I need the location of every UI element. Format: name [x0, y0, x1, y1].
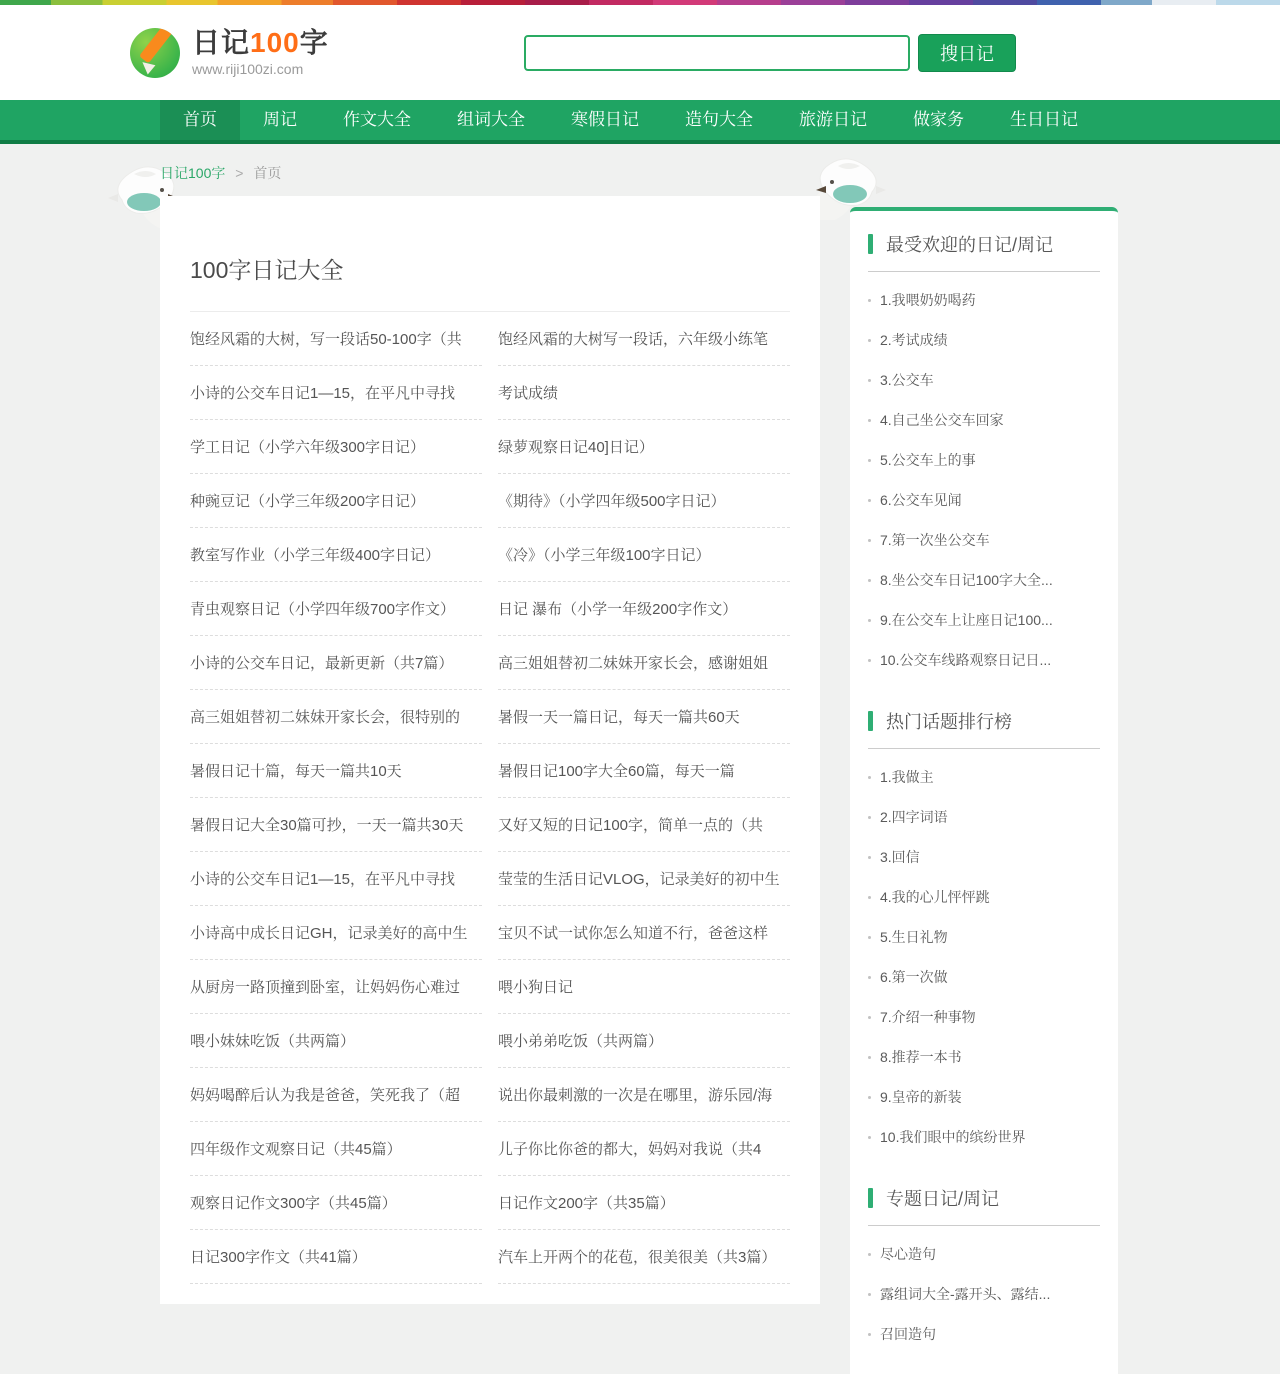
article-link[interactable]: 说出你最刺激的一次是在哪里，游乐园/海: [498, 1068, 790, 1122]
sidebar-section-title: [868, 1179, 1100, 1226]
sidebar-section-title: [868, 225, 1100, 272]
header: [0, 5, 1280, 100]
nav-inner: [160, 100, 1120, 140]
main-nav: [0, 100, 1280, 144]
page-title: 100字日记大全: [190, 232, 790, 312]
article-link[interactable]: 又好又短的日记100字，简单一点的（共: [498, 798, 790, 852]
article-link[interactable]: 妈妈喝醉后认为我是爸爸，笑死我了（超: [190, 1068, 482, 1122]
sidebar-link[interactable]: 6.第一次做: [868, 957, 1100, 997]
site-url: www.riji100zi.com: [192, 61, 304, 77]
article-link[interactable]: 喂小弟弟吃饭（共两篇）: [498, 1014, 790, 1068]
article-link[interactable]: 喂小妹妹吃饭（共两篇）: [190, 1014, 482, 1068]
sidebar-section-title: [868, 702, 1100, 749]
article-grid: [190, 312, 790, 1284]
article-link[interactable]: 高三姐姐替初二妹妹开家长会，很特别的: [190, 690, 482, 744]
article-link[interactable]: 小诗的公交车日记，最新更新（共7篇）: [190, 636, 482, 690]
sidebar-link[interactable]: 10.公交车线路观察日记日...: [868, 640, 1100, 680]
article-list-card: [160, 196, 820, 1304]
article-link[interactable]: 莹莹的生活日记VLOG，记录美好的初中生: [498, 852, 790, 906]
nav-item-5[interactable]: 造句大全: [685, 110, 753, 129]
article-link[interactable]: 观察日记作文300字（共45篇）: [190, 1176, 482, 1230]
nav-item-2[interactable]: 作文大全: [343, 110, 411, 129]
sidebar-list: [868, 1234, 1100, 1354]
article-link[interactable]: 饱经风霜的大树写一段话，六年级小练笔: [498, 312, 790, 366]
sidebar-link[interactable]: 1.我喂奶奶喝药: [868, 280, 1100, 320]
article-link[interactable]: 小诗的公交车日记1—15，在平凡中寻找: [190, 366, 482, 420]
sidebar-link[interactable]: 8.坐公交车日记100字大全...: [868, 560, 1100, 600]
nav-item-3[interactable]: 组词大全: [457, 110, 525, 129]
sidebar-link[interactable]: 10.我们眼中的缤纷世界: [868, 1117, 1100, 1157]
sidebar-section-0: [868, 225, 1100, 680]
article-link[interactable]: 小诗的公交车日记1—15，在平凡中寻找: [190, 852, 482, 906]
pencil-logo-icon: [130, 28, 180, 78]
nav-item-8[interactable]: 生日日记: [1010, 110, 1078, 129]
article-link[interactable]: 日记 瀑布（小学一年级200字作文）: [498, 582, 790, 636]
sidebar-link[interactable]: 4.我的心儿怦怦跳: [868, 877, 1100, 917]
sidebar-section-1: [868, 702, 1100, 1157]
breadcrumb: [160, 144, 1120, 196]
sidebar-link[interactable]: 3.回信: [868, 837, 1100, 877]
search-button[interactable]: 搜日记: [918, 34, 1016, 72]
article-link[interactable]: 学工日记（小学六年级300字日记）: [190, 420, 482, 474]
sidebar: [850, 207, 1118, 1374]
article-link[interactable]: 从厨房一路顶撞到卧室，让妈妈伤心难过: [190, 960, 482, 1014]
sidebar-link[interactable]: 2.考试成绩: [868, 320, 1100, 360]
breadcrumb-separator: >: [235, 165, 244, 181]
sidebar-link[interactable]: 9.皇帝的新装: [868, 1077, 1100, 1117]
article-link[interactable]: 儿子你比你爸的都大，妈妈对我说（共4: [498, 1122, 790, 1176]
article-link[interactable]: 宝贝不试一试你怎么知道不行，爸爸这样: [498, 906, 790, 960]
sidebar-link[interactable]: 7.第一次坐公交车: [868, 520, 1100, 560]
article-link[interactable]: 青虫观察日记（小学四年级700字作文）: [190, 582, 482, 636]
logo-text: [192, 28, 329, 77]
article-link[interactable]: 种豌豆记（小学三年级200字日记）: [190, 474, 482, 528]
sidebar-section-title-text: 热门话题排行榜: [886, 712, 1012, 732]
search-input[interactable]: [524, 35, 910, 71]
article-link[interactable]: 《期待》（小学四年级500字日记）: [498, 474, 790, 528]
nav-item-6[interactable]: 旅游日记: [799, 110, 867, 129]
green-bar-icon: [868, 1188, 873, 1208]
sidebar-link[interactable]: 3.公交车: [868, 360, 1100, 400]
green-bar-icon: [868, 234, 873, 254]
sidebar-link[interactable]: 4.自己坐公交车回家: [868, 400, 1100, 440]
article-link[interactable]: 小诗高中成长日记GH，记录美好的高中生: [190, 906, 482, 960]
nav-item-0[interactable]: 首页: [160, 100, 240, 140]
article-link[interactable]: 暑假日记大全30篇可抄，一天一篇共30天: [190, 798, 482, 852]
article-link[interactable]: 饱经风霜的大树，写一段话50-100字（共: [190, 312, 482, 366]
sidebar-section-2: [868, 1179, 1100, 1354]
sidebar-link[interactable]: 1.我做主: [868, 757, 1100, 797]
article-link[interactable]: 考试成绩: [498, 366, 790, 420]
search-bar: [524, 34, 1016, 72]
sidebar-link[interactable]: 2.四字词语: [868, 797, 1100, 837]
article-link[interactable]: 暑假日记十篇，每天一篇共10天: [190, 744, 482, 798]
article-link[interactable]: 暑假一天一篇日记，每天一篇共60天: [498, 690, 790, 744]
article-link[interactable]: 日记作文200字（共35篇）: [498, 1176, 790, 1230]
breadcrumb-current: 首页: [253, 165, 282, 181]
sidebar-list: [868, 757, 1100, 1157]
sidebar-link[interactable]: 9.在公交车上让座日记100...: [868, 600, 1100, 640]
article-link[interactable]: 绿萝观察日记40]日记）: [498, 420, 790, 474]
content-area: [160, 196, 1120, 1374]
green-bar-icon: [868, 711, 873, 731]
site-logo[interactable]: [130, 28, 329, 78]
sidebar-link[interactable]: 5.生日礼物: [868, 917, 1100, 957]
sidebar-list: [868, 280, 1100, 680]
article-link[interactable]: 高三姐姐替初二妹妹开家长会，感谢姐姐: [498, 636, 790, 690]
sidebar-link[interactable]: 6.公交车见闻: [868, 480, 1100, 520]
sidebar-link[interactable]: 召回造句: [868, 1314, 1100, 1354]
breadcrumb-home-link[interactable]: 日记100字: [160, 165, 226, 181]
article-link[interactable]: 汽车上开两个的花苞，很美很美（共3篇）: [498, 1230, 790, 1284]
sidebar-section-title-text: 专题日记/周记: [886, 1189, 1000, 1209]
article-link[interactable]: 《冷》（小学三年级100字日记）: [498, 528, 790, 582]
site-title: 日记100字: [192, 27, 329, 58]
article-link[interactable]: 暑假日记100字大全60篇，每天一篇: [498, 744, 790, 798]
sidebar-link[interactable]: 5.公交车上的事: [868, 440, 1100, 480]
nav-item-1[interactable]: 周记: [263, 110, 297, 129]
nav-item-4[interactable]: 寒假日记: [571, 110, 639, 129]
sidebar-link[interactable]: 尽心造句: [868, 1234, 1100, 1274]
article-link[interactable]: 四年级作文观察日记（共45篇）: [190, 1122, 482, 1176]
article-link[interactable]: 教室写作业（小学三年级400字日记）: [190, 528, 482, 582]
sidebar-link[interactable]: 7.介绍一种事物: [868, 997, 1100, 1037]
nav-item-7[interactable]: 做家务: [913, 110, 964, 129]
sidebar-link[interactable]: 露组词大全-露开头、露结...: [868, 1274, 1100, 1314]
article-link[interactable]: 日记300字作文（共41篇）: [190, 1230, 482, 1284]
sidebar-link[interactable]: 8.推荐一本书: [868, 1037, 1100, 1077]
article-link[interactable]: 喂小狗日记: [498, 960, 790, 1014]
sidebar-section-title-text: 最受欢迎的日记/周记: [886, 235, 1054, 255]
